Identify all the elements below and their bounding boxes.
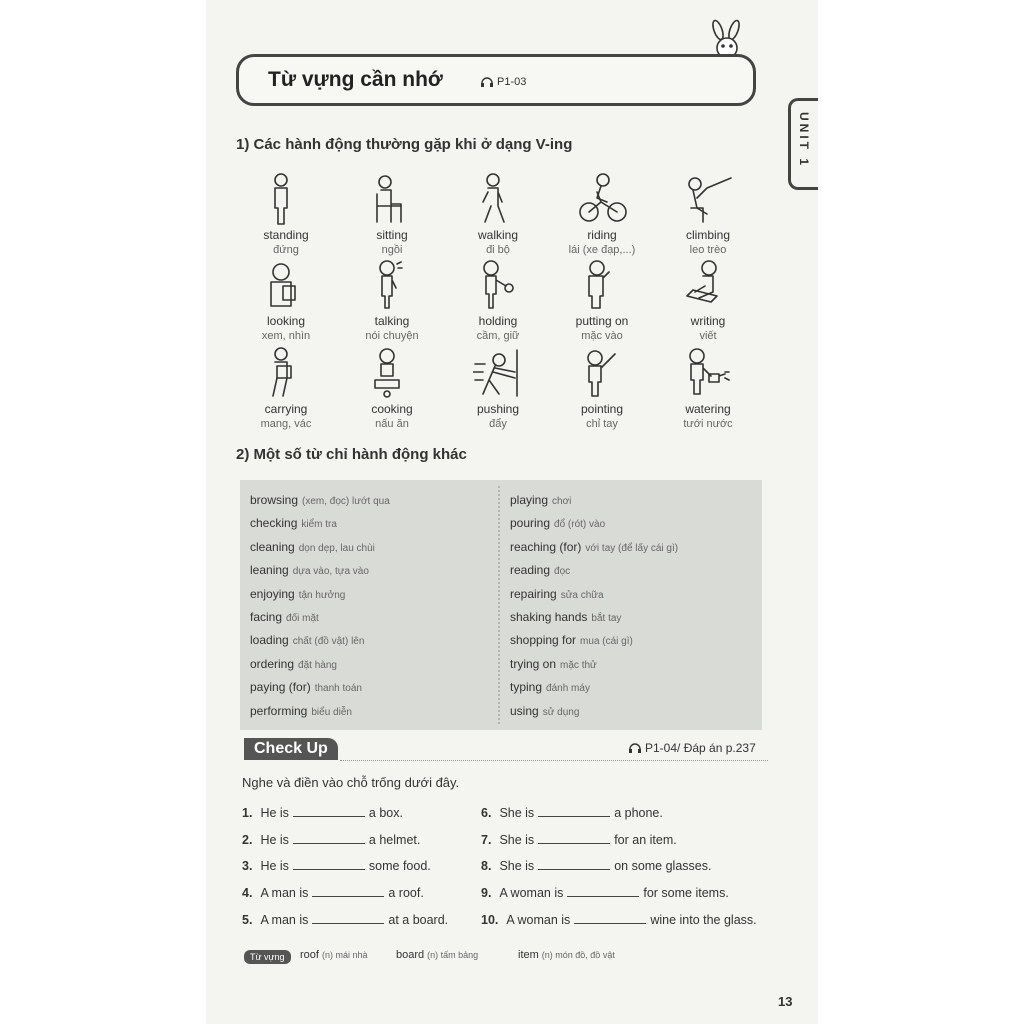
figure-label-en: pointing bbox=[580, 402, 624, 416]
question-10: 10. A woman is wine into the glass. bbox=[481, 912, 757, 927]
question-5: 5. A man is at a board. bbox=[242, 912, 449, 927]
action-figure-talking bbox=[337, 258, 447, 343]
standing-person-icon bbox=[261, 172, 311, 226]
figure-label-en: climbing bbox=[685, 228, 730, 242]
word-en: using bbox=[510, 703, 539, 718]
figure-label-en: sitting bbox=[376, 228, 408, 242]
audio-label: P1-03 bbox=[497, 76, 527, 88]
audio-track bbox=[480, 76, 526, 88]
figure-label-vi: tưới nước bbox=[683, 418, 733, 430]
word-en: reading bbox=[510, 563, 551, 578]
word-vi: bắt tay bbox=[591, 613, 622, 624]
word-list-item bbox=[250, 516, 337, 530]
word-vi: với tay (để lấy cái gì) bbox=[585, 542, 679, 554]
word-en: loading bbox=[250, 633, 289, 648]
vocab-tag: Từ vựng bbox=[244, 950, 291, 964]
word-vi: chơi bbox=[552, 496, 572, 507]
word-en: playing bbox=[510, 493, 549, 507]
word-list-item bbox=[250, 610, 319, 624]
page-title: Từ vựng cần nhớ bbox=[268, 68, 443, 91]
pointing-person-icon bbox=[577, 346, 627, 400]
word-en: repairing bbox=[510, 586, 557, 601]
word-en: cleaning bbox=[250, 539, 295, 554]
section-1-heading: 1) Các hành động thường gặp khi ở dạng V-ing bbox=[236, 136, 573, 153]
action-figure-pointing bbox=[547, 346, 657, 431]
headphones-icon bbox=[628, 742, 642, 754]
figure-label-en: putting on bbox=[575, 314, 629, 328]
word-vi: đọc bbox=[554, 566, 571, 578]
action-figure-cooking bbox=[337, 346, 447, 431]
answer-blank[interactable] bbox=[574, 913, 646, 924]
word-list-item bbox=[510, 610, 621, 624]
word-list-item bbox=[250, 704, 352, 718]
figure-label-vi: ngồi bbox=[381, 244, 403, 256]
figure-label-en: cooking bbox=[371, 402, 413, 416]
word-list-item bbox=[250, 540, 375, 554]
pushing-person-icon bbox=[473, 346, 523, 400]
figure-label-en: pushing bbox=[476, 402, 520, 416]
word-list-item bbox=[510, 633, 633, 647]
word-list-item bbox=[250, 587, 345, 601]
action-figure-watering bbox=[653, 346, 763, 431]
answer-blank[interactable] bbox=[293, 806, 365, 817]
answer-blank[interactable] bbox=[538, 806, 610, 817]
figure-label-vi: viết bbox=[699, 330, 717, 342]
word-list-item bbox=[510, 704, 579, 718]
talking-person-icon bbox=[367, 258, 417, 312]
figure-label-vi: chỉ tay bbox=[586, 418, 618, 430]
answer-blank[interactable] bbox=[538, 833, 610, 844]
word-vi: biểu diễn bbox=[311, 706, 352, 718]
walking-person-icon bbox=[473, 172, 523, 226]
word-list-divider bbox=[498, 486, 500, 724]
figure-label-vi: lái (xe đạp,...) bbox=[568, 244, 636, 256]
word-en: facing bbox=[250, 610, 283, 624]
check-up-instruction: Nghe và điền vào chỗ trống dưới đây. bbox=[242, 775, 460, 790]
check-up-rule bbox=[340, 760, 768, 761]
vocab-item: board (n) tấm bảng bbox=[396, 949, 479, 961]
figure-label-en: walking bbox=[477, 228, 519, 242]
word-list-item bbox=[510, 563, 570, 577]
word-vi: đặt hàng bbox=[298, 659, 337, 671]
word-list-item bbox=[250, 633, 364, 647]
vocab-item: roof (n) mái nhà bbox=[300, 949, 368, 961]
word-en: leaning bbox=[250, 563, 289, 578]
answer-blank[interactable] bbox=[538, 859, 610, 870]
question-3: 3. He is some food. bbox=[242, 859, 431, 874]
word-en: shopping for bbox=[510, 633, 577, 648]
word-en: browsing bbox=[250, 493, 299, 507]
word-en: enjoying bbox=[250, 586, 295, 601]
word-vi: sử dụng bbox=[542, 706, 580, 718]
action-figure-sitting bbox=[337, 172, 447, 257]
word-list-item bbox=[250, 680, 362, 694]
figure-label-vi: mang, vác bbox=[260, 418, 312, 430]
word-vi: tận hưởng bbox=[298, 589, 346, 601]
figure-label-vi: cầm, giữ bbox=[476, 330, 520, 342]
answer-blank[interactable] bbox=[312, 913, 384, 924]
figure-label-en: looking bbox=[266, 314, 306, 328]
action-figure-holding bbox=[443, 258, 553, 343]
word-vi: sửa chữa bbox=[560, 589, 604, 601]
figure-label-vi: đi bộ bbox=[486, 244, 510, 256]
word-vi: đối mặt bbox=[286, 613, 319, 624]
word-vi: thanh toán bbox=[314, 683, 362, 695]
word-vi: đổ (rót) vào bbox=[554, 519, 606, 531]
figure-label-en: holding bbox=[478, 314, 518, 328]
action-figure-pushing bbox=[443, 346, 553, 431]
word-vi: mặc thử bbox=[560, 659, 597, 671]
word-list-item bbox=[510, 587, 604, 601]
word-vi: mua (cái gì) bbox=[580, 636, 633, 648]
action-figure-carrying bbox=[231, 346, 341, 431]
figure-label-vi: leo trèo bbox=[689, 244, 727, 256]
writing-person-icon bbox=[683, 258, 733, 312]
word-en: ordering bbox=[250, 656, 295, 671]
action-figure-putting-on bbox=[547, 258, 657, 343]
answer-blank[interactable] bbox=[312, 886, 384, 897]
action-figure-climbing bbox=[653, 172, 763, 257]
figure-label-en: carrying bbox=[264, 402, 308, 416]
question-2: 2. He is a helmet. bbox=[242, 832, 421, 847]
answer-blank[interactable] bbox=[567, 886, 639, 897]
answer-blank[interactable] bbox=[293, 833, 365, 844]
page-number: 13 bbox=[778, 994, 793, 1009]
question-9: 9. A woman is for some items. bbox=[481, 886, 729, 901]
cooking-person-icon bbox=[367, 346, 417, 400]
figure-label-vi: đẩy bbox=[489, 418, 507, 430]
word-vi: đánh máy bbox=[546, 683, 590, 695]
word-list-item bbox=[510, 516, 605, 530]
question-1: 1. He is a box. bbox=[242, 806, 403, 820]
answer-blank[interactable] bbox=[293, 859, 365, 870]
word-list-item bbox=[250, 657, 337, 671]
holding-person-icon bbox=[473, 258, 523, 312]
word-en: reaching (for) bbox=[510, 539, 582, 554]
word-en: shaking hands bbox=[510, 610, 588, 624]
word-en: trying on bbox=[510, 656, 557, 671]
action-figure-standing bbox=[231, 172, 341, 257]
action-figure-writing bbox=[653, 258, 763, 343]
action-figure-riding bbox=[547, 172, 657, 257]
word-vi: dọn dẹp, lau chùi bbox=[298, 542, 375, 554]
unit-label: UNIT 1 bbox=[797, 112, 811, 169]
word-list-item bbox=[510, 657, 597, 671]
riding-person-icon bbox=[577, 172, 627, 226]
section-2-heading: 2) Một số từ chỉ hành động khác bbox=[236, 446, 467, 463]
check-up-label: Check Up bbox=[244, 738, 338, 760]
watering-person-icon bbox=[683, 346, 733, 400]
figure-label-en: standing bbox=[263, 228, 309, 242]
figure-label-vi: nấu ăn bbox=[375, 418, 409, 430]
word-vi: kiểm tra bbox=[301, 519, 337, 531]
putting-on-person-icon bbox=[577, 258, 627, 312]
figure-label-en: watering bbox=[685, 402, 731, 416]
action-figure-looking bbox=[231, 258, 341, 343]
figure-label-en: talking bbox=[374, 314, 410, 328]
question-6: 6. She is a phone. bbox=[481, 806, 663, 820]
word-list-item bbox=[510, 540, 678, 554]
carrying-person-icon bbox=[261, 346, 311, 400]
sitting-person-icon bbox=[367, 172, 417, 226]
word-list-item bbox=[510, 493, 571, 507]
check-up-audio bbox=[628, 741, 756, 755]
question-4: 4. A man is a roof. bbox=[242, 886, 424, 901]
figure-label-vi: xem, nhìn bbox=[261, 330, 311, 342]
vocab-item: item (n) món đồ, đồ vật bbox=[518, 949, 615, 961]
headphones-icon bbox=[480, 76, 494, 88]
word-en: paying (for) bbox=[250, 680, 311, 695]
looking-person-icon bbox=[261, 258, 311, 312]
word-en: checking bbox=[250, 516, 298, 531]
word-vi: chất (đồ vật) lên bbox=[292, 636, 365, 648]
figure-label-vi: nói chuyện bbox=[365, 330, 419, 342]
word-list-item bbox=[510, 680, 590, 694]
word-en: typing bbox=[510, 680, 543, 695]
action-figure-walking bbox=[443, 172, 553, 257]
word-list-item bbox=[250, 493, 390, 507]
word-en: performing bbox=[250, 703, 308, 718]
figure-label-en: riding bbox=[587, 228, 617, 242]
question-7: 7. She is for an item. bbox=[481, 832, 677, 847]
word-en: pouring bbox=[510, 516, 551, 531]
climbing-person-icon bbox=[683, 172, 733, 226]
figure-label-vi: mặc vào bbox=[581, 330, 623, 342]
figure-label-vi: đứng bbox=[273, 244, 299, 256]
question-8: 8. She is on some glasses. bbox=[481, 859, 712, 874]
word-vi: dựa vào, tựa vào bbox=[292, 566, 369, 578]
check-up-audio-label: P1-04/ Đáp án p.237 bbox=[645, 741, 756, 755]
word-vi: (xem, đọc) lướt qua bbox=[302, 496, 390, 507]
figure-label-en: writing bbox=[690, 314, 726, 328]
word-list-item bbox=[250, 563, 369, 577]
